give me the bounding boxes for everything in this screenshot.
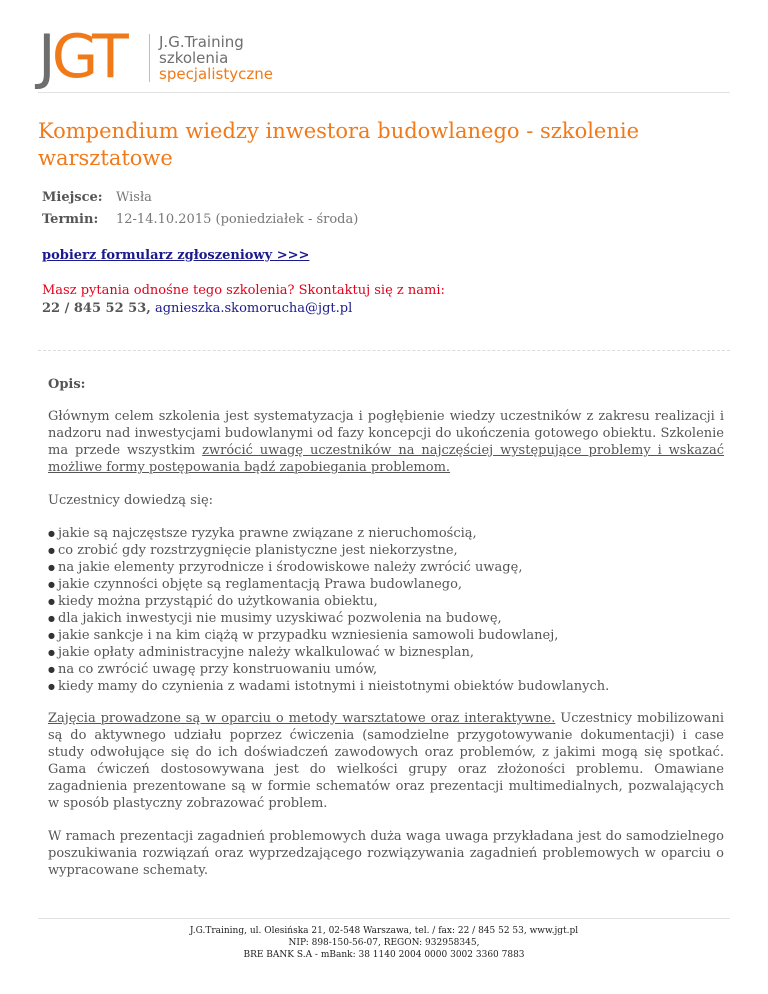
description-section — [48, 376, 724, 879]
description-heading: Opis: — [48, 377, 86, 392]
place-value: Wisła — [116, 190, 152, 205]
footer-address: J.G.Training, ul. Olesińska 21, 02-548 Warszawa, tel. / fax: 22 / 845 52 53, www.jgt.pl — [189, 926, 579, 936]
list-item: ● kiedy można przystąpić do użytkowania obiektu, — [48, 593, 724, 610]
list-item: ● dla jakich inwestycji nie musimy uzyskiwać pozwolenia na budowę, — [48, 610, 724, 627]
learn-intro: Uczestnicy dowiedzą się: — [48, 493, 214, 508]
logo-tagline-2: specjalistyczne — [159, 65, 273, 83]
description-paragraph-2 — [48, 710, 724, 812]
footer — [38, 925, 730, 961]
list-item: ● na jakie elementy przyrodnicze i środowiskowe należy zwrócić uwagę, — [48, 559, 724, 576]
footer-bank: BRE BANK S.A - mBank: 38 1140 2004 0000 3002 3360 7883 — [243, 950, 525, 960]
para2-text: Uczestnicy mobilizowani są do aktywnego udziału poprzez ćwiczenia (samodzielne przygotowywanie dokumentacji) i case study odwołujące się do ich doświadczeń zawodowych oraz problemów, z jakimi mogą się spotkać. Gama ćwiczeń dostosowywana jest do wielkości grupy oraz złożoności problemu. Omawiane zagadnienia prezentowane są w formie schematów oraz prezentacji multimedialnych, pozwalających w sposób plastyczny zobrazować problem. — [48, 711, 724, 811]
contact-question: Masz pytania odnośne tego szkolenia? Skontaktuj się z nami: — [42, 283, 445, 298]
logo-tagline-1: szkolenia — [159, 49, 229, 67]
logo-text — [149, 34, 273, 82]
description-paragraph-3: W ramach prezentacji zagadnień problemowych duża waga uwaga przykładana jest do samodzielnego poszukiwania rozwiązań oraz wyprzedzającego rozwiązywania zagadnień problemowych w oparciu o wypracowane schematy. — [48, 829, 724, 878]
section-divider — [38, 350, 730, 351]
meta-place — [42, 190, 152, 206]
meta-date — [42, 212, 358, 228]
date-value: 12-14.10.2015 (poniedziałek - środa) — [116, 212, 359, 227]
download-form-link[interactable]: pobierz formularz zgłoszeniowy >>> — [42, 248, 310, 263]
para2-underlined: Zajęcia prowadzone są w oparciu o metody warsztatowe oraz interaktywne. — [48, 711, 556, 726]
para1-underlined: zwrócić uwagę uczestników na najczęściej występujące problemy i wskazać możliwe formy postępowania bądź zapobiegania problemom. — [48, 443, 724, 475]
date-label: Termin: — [42, 212, 99, 227]
contact-email-link[interactable]: agnieszka.skomorucha@jgt.pl — [154, 301, 353, 316]
place-label: Miejsce: — [42, 190, 103, 205]
logo-letter-t: T — [92, 22, 125, 92]
footer-tax-ids: NIP: 898-150-56-07, REGON: 932958345, — [288, 938, 480, 948]
para1-text: Głównym celem szkolenia jest systematyzacja i pogłębienie wiedzy uczestników z zakresu realizacji i nadzoru nad inwestycjami budowlanymi od fazy koncepcji do ukończenia gotowego obiektu. Szkolenie ma przede wszystkim — [48, 409, 724, 458]
list-item: ● kiedy mamy do czynienia z wadami istotnymi i nieistotnymi obiektów budowlanych. — [48, 678, 724, 695]
logo-mark[interactable] — [38, 22, 125, 92]
logo-letter-g: G — [51, 22, 93, 92]
learning-list — [48, 525, 724, 695]
description-paragraph-1 — [48, 408, 724, 476]
list-item: ● na co zwrócić uwagę przy konstruowaniu umów, — [48, 661, 724, 678]
contact-phone: 22 / 845 52 53, — [42, 301, 151, 316]
list-item: ● jakie opłaty administracyjne należy wkalkulować w biznesplan, — [48, 644, 724, 661]
list-item: ● jakie sankcje i na kim ciążą w przypadku wzniesienia samowoli budowlanej, — [48, 627, 724, 644]
list-item: ● co zrobić gdy rozstrzygnięcie planistyczne jest niekorzystne, — [48, 542, 724, 559]
logo-letter-j: J — [38, 22, 52, 92]
page-title: Kompendium wiedzy inwestora budowlanego - szkolenie warsztatowe — [38, 119, 640, 170]
list-item: ● jakie są najczęstsze ryzyka prawne związane z nieruchomością, — [48, 525, 724, 542]
logo-company-name: J.G.Training — [159, 33, 244, 51]
header — [38, 22, 730, 93]
footer-divider — [38, 918, 730, 919]
contact-block — [42, 282, 445, 318]
list-item: ● jakie czynności objęte są reglamentacją Prawa budowlanego, — [48, 576, 724, 593]
